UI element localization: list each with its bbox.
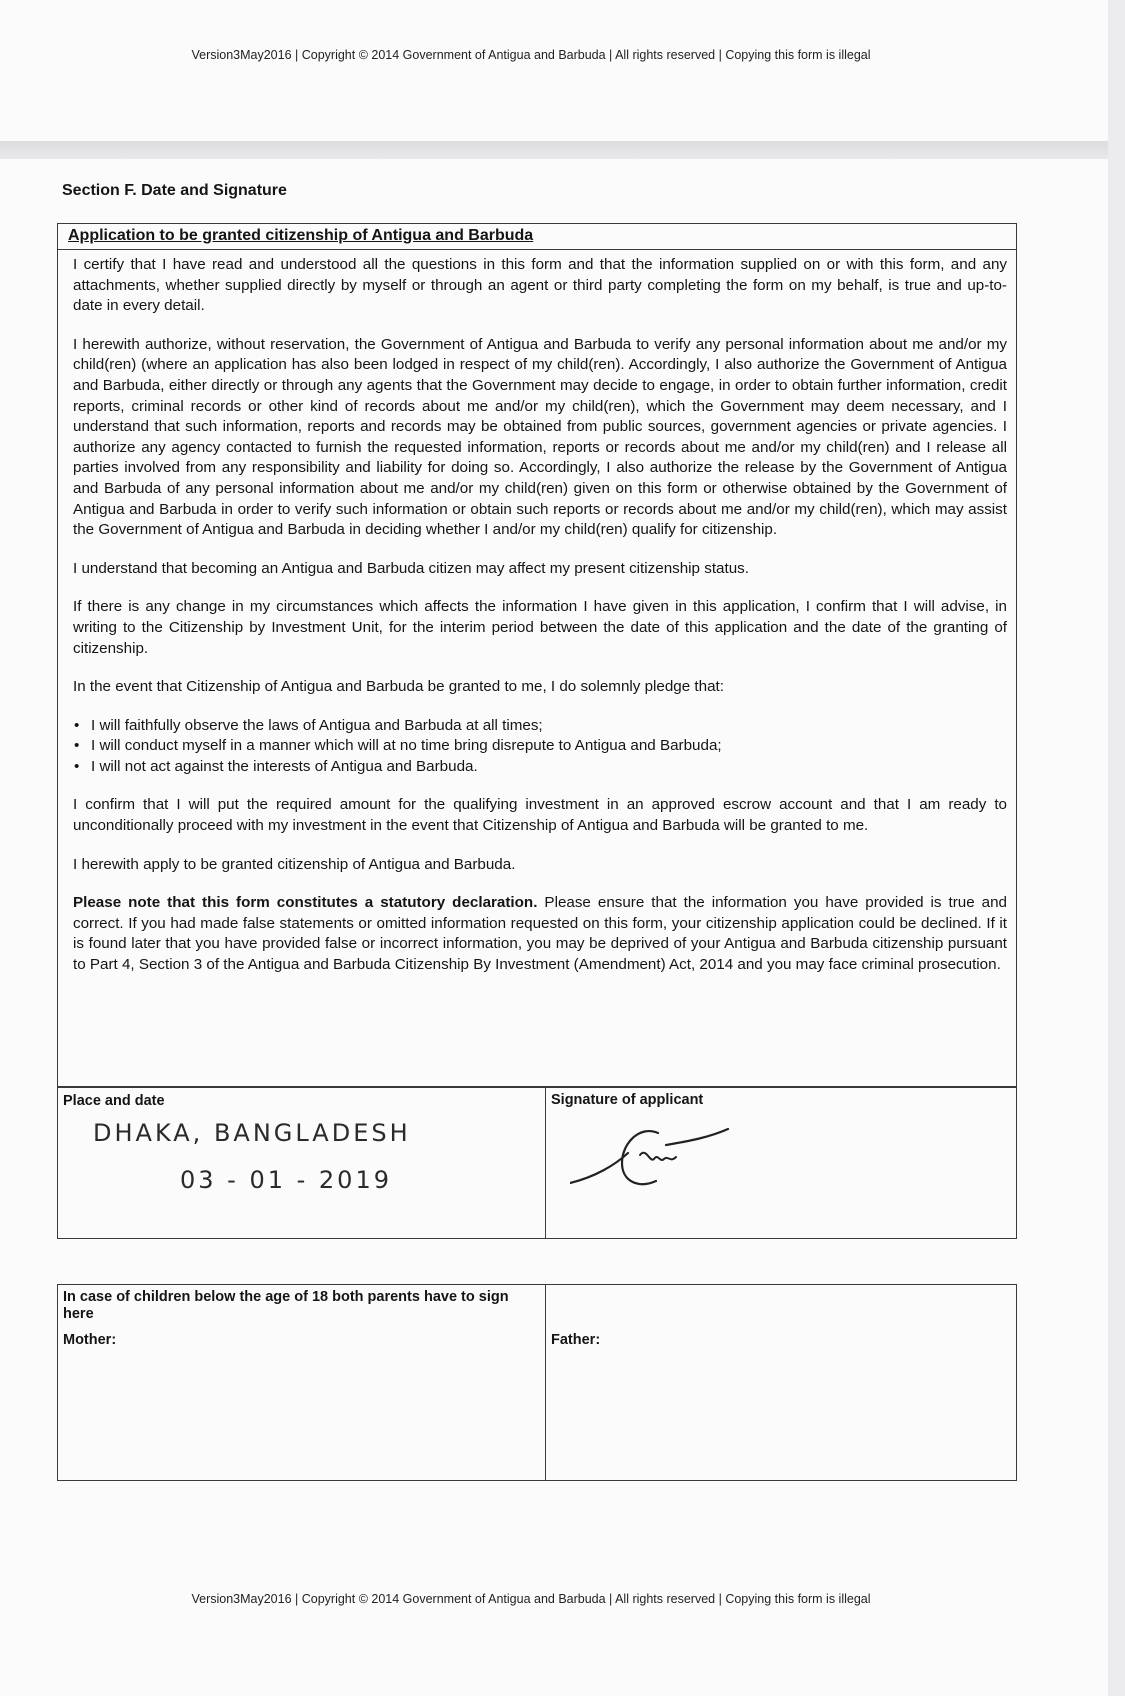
page-edge	[1108, 0, 1125, 1696]
parents-signature-table	[57, 1284, 1017, 1481]
declaration-paragraph: I certify that I have read and understood all the questions in this form and that the information supplied on or with this form, and any attachments, whether supplied directly by myself or through an agent or third party completing the form on my behalf, is true and up-to-date in every detail.	[73, 256, 1007, 315]
declaration-header	[58, 224, 1016, 250]
table-divider	[545, 1088, 546, 1238]
declaration-paragraph: I herewith authorize, without reservation, the Government of Antigua and Barbuda to verify any personal information about me and/or my child(ren) (where an application has also been lodged in respect of my child(ren). Accordingly, I also authorize the Government of Antigua and Barbuda, either directly or through any agents that the Government may decide to engage, in order to obtain further information, credit reports, criminal records or other kind of records about me and/or my child(ren), which the Government may deem necessary, and I understand that such information, reports and records may be obtained from public sources, government agencies or private agencies. I authorize any agency contacted to furnish the requested information, reports or records about me and/or my child(ren) and I release all parties involved from any responsibility and liability for doing so. Accordingly, I also authorize the release by the Government of Antigua and Barbuda of any personal information about me and/or my child(ren) given on this form or otherwise obtained by the Government of Antigua and Barbuda in order to verify such information or obtain such reports or records about me and/or my child(ren), which may assist the Government of Antigua and Barbuda in deciding whether I and/or my child(ren) qualify for citizenship.	[73, 335, 1007, 539]
footer-bottom: Version3May2016 | Copyright © 2014 Government of Antigua and Barbuda | All rights reserved | Copying this form is illegal	[191, 1592, 871, 1606]
father-label: Father:	[551, 1332, 601, 1348]
pledge-item: • I will conduct myself in a manner which will at no time bring disrepute to Antigua and Barbuda;	[73, 736, 1007, 757]
applicant-signature	[570, 1115, 770, 1195]
section-title: Section F. Date and Signature	[62, 182, 287, 199]
declaration-paragraph: In the event that Citizenship of Antigua and Barbuda be granted to me, I do solemnly pledge that:	[73, 678, 724, 696]
table-divider	[545, 1285, 546, 1480]
statutory-note-bold: Please note that this form constitutes a statutory declaration.	[73, 894, 538, 912]
declaration-title: Application to be granted citizenship of Antigua and Barbuda	[68, 227, 534, 244]
declaration-paragraph: If there is any change in my circumstances which affects the information I have given in this application, I confirm that I will advise, in writing to the Citizenship by Investment Unit, for the interim period between the date of this application and the date of the granting of citizenship.	[73, 598, 1007, 657]
declaration-paragraph: I confirm that I will put the required amount for the qualifying investment in an approved escrow account and that I am ready to unconditionally proceed with my investment in the event that Citizenship of Antigua and Barbuda will be granted to me.	[73, 796, 1007, 835]
declaration-paragraph: I herewith apply to be granted citizenship of Antigua and Barbuda.	[73, 855, 516, 873]
signature-table	[57, 1087, 1017, 1239]
place-value[interactable]: DHAKA, BANGLADESH	[93, 1119, 411, 1147]
declaration-paragraph: I understand that becoming an Antigua and Barbuda citizen may affect my present citizenship status.	[73, 559, 749, 577]
declaration-body	[73, 255, 1007, 994]
pledge-list	[73, 716, 1007, 778]
statutory-note-text: Please ensure that the information you have provided is true and correct. If you had made false statements or omitted information requested on this form, your citizenship application could be declined. If it is found later that you have provided false or incorrect information, you may be deprived of your Antigua and Barbuda citizenship pursuant to Part 4, Section 3 of the Antigua and Barbuda Citizenship By Investment (Amendment) Act, 2014 and you may face criminal prosecution.	[73, 894, 1007, 974]
statutory-note	[73, 893, 1007, 975]
signature-label: Signature of applicant	[551, 1092, 704, 1108]
place-date-label: Place and date	[63, 1093, 165, 1109]
page-break	[0, 141, 1125, 159]
footer-top: Version3May2016 | Copyright © 2014 Government of Antigua and Barbuda | All rights reserved | Copying this form is illegal	[191, 48, 871, 62]
date-value[interactable]: 03 - 01 - 2019	[180, 1166, 392, 1194]
pledge-item: • I will not act against the interests of Antigua and Barbuda.	[73, 757, 1007, 778]
mother-label: Mother:	[63, 1332, 117, 1348]
pledge-item: • I will faithfully observe the laws of Antigua and Barbuda at all times;	[73, 716, 1007, 737]
children-signing-note: In case of children below the age of 18 both parents have to sign here	[63, 1289, 509, 1322]
declaration-box	[57, 223, 1017, 1087]
